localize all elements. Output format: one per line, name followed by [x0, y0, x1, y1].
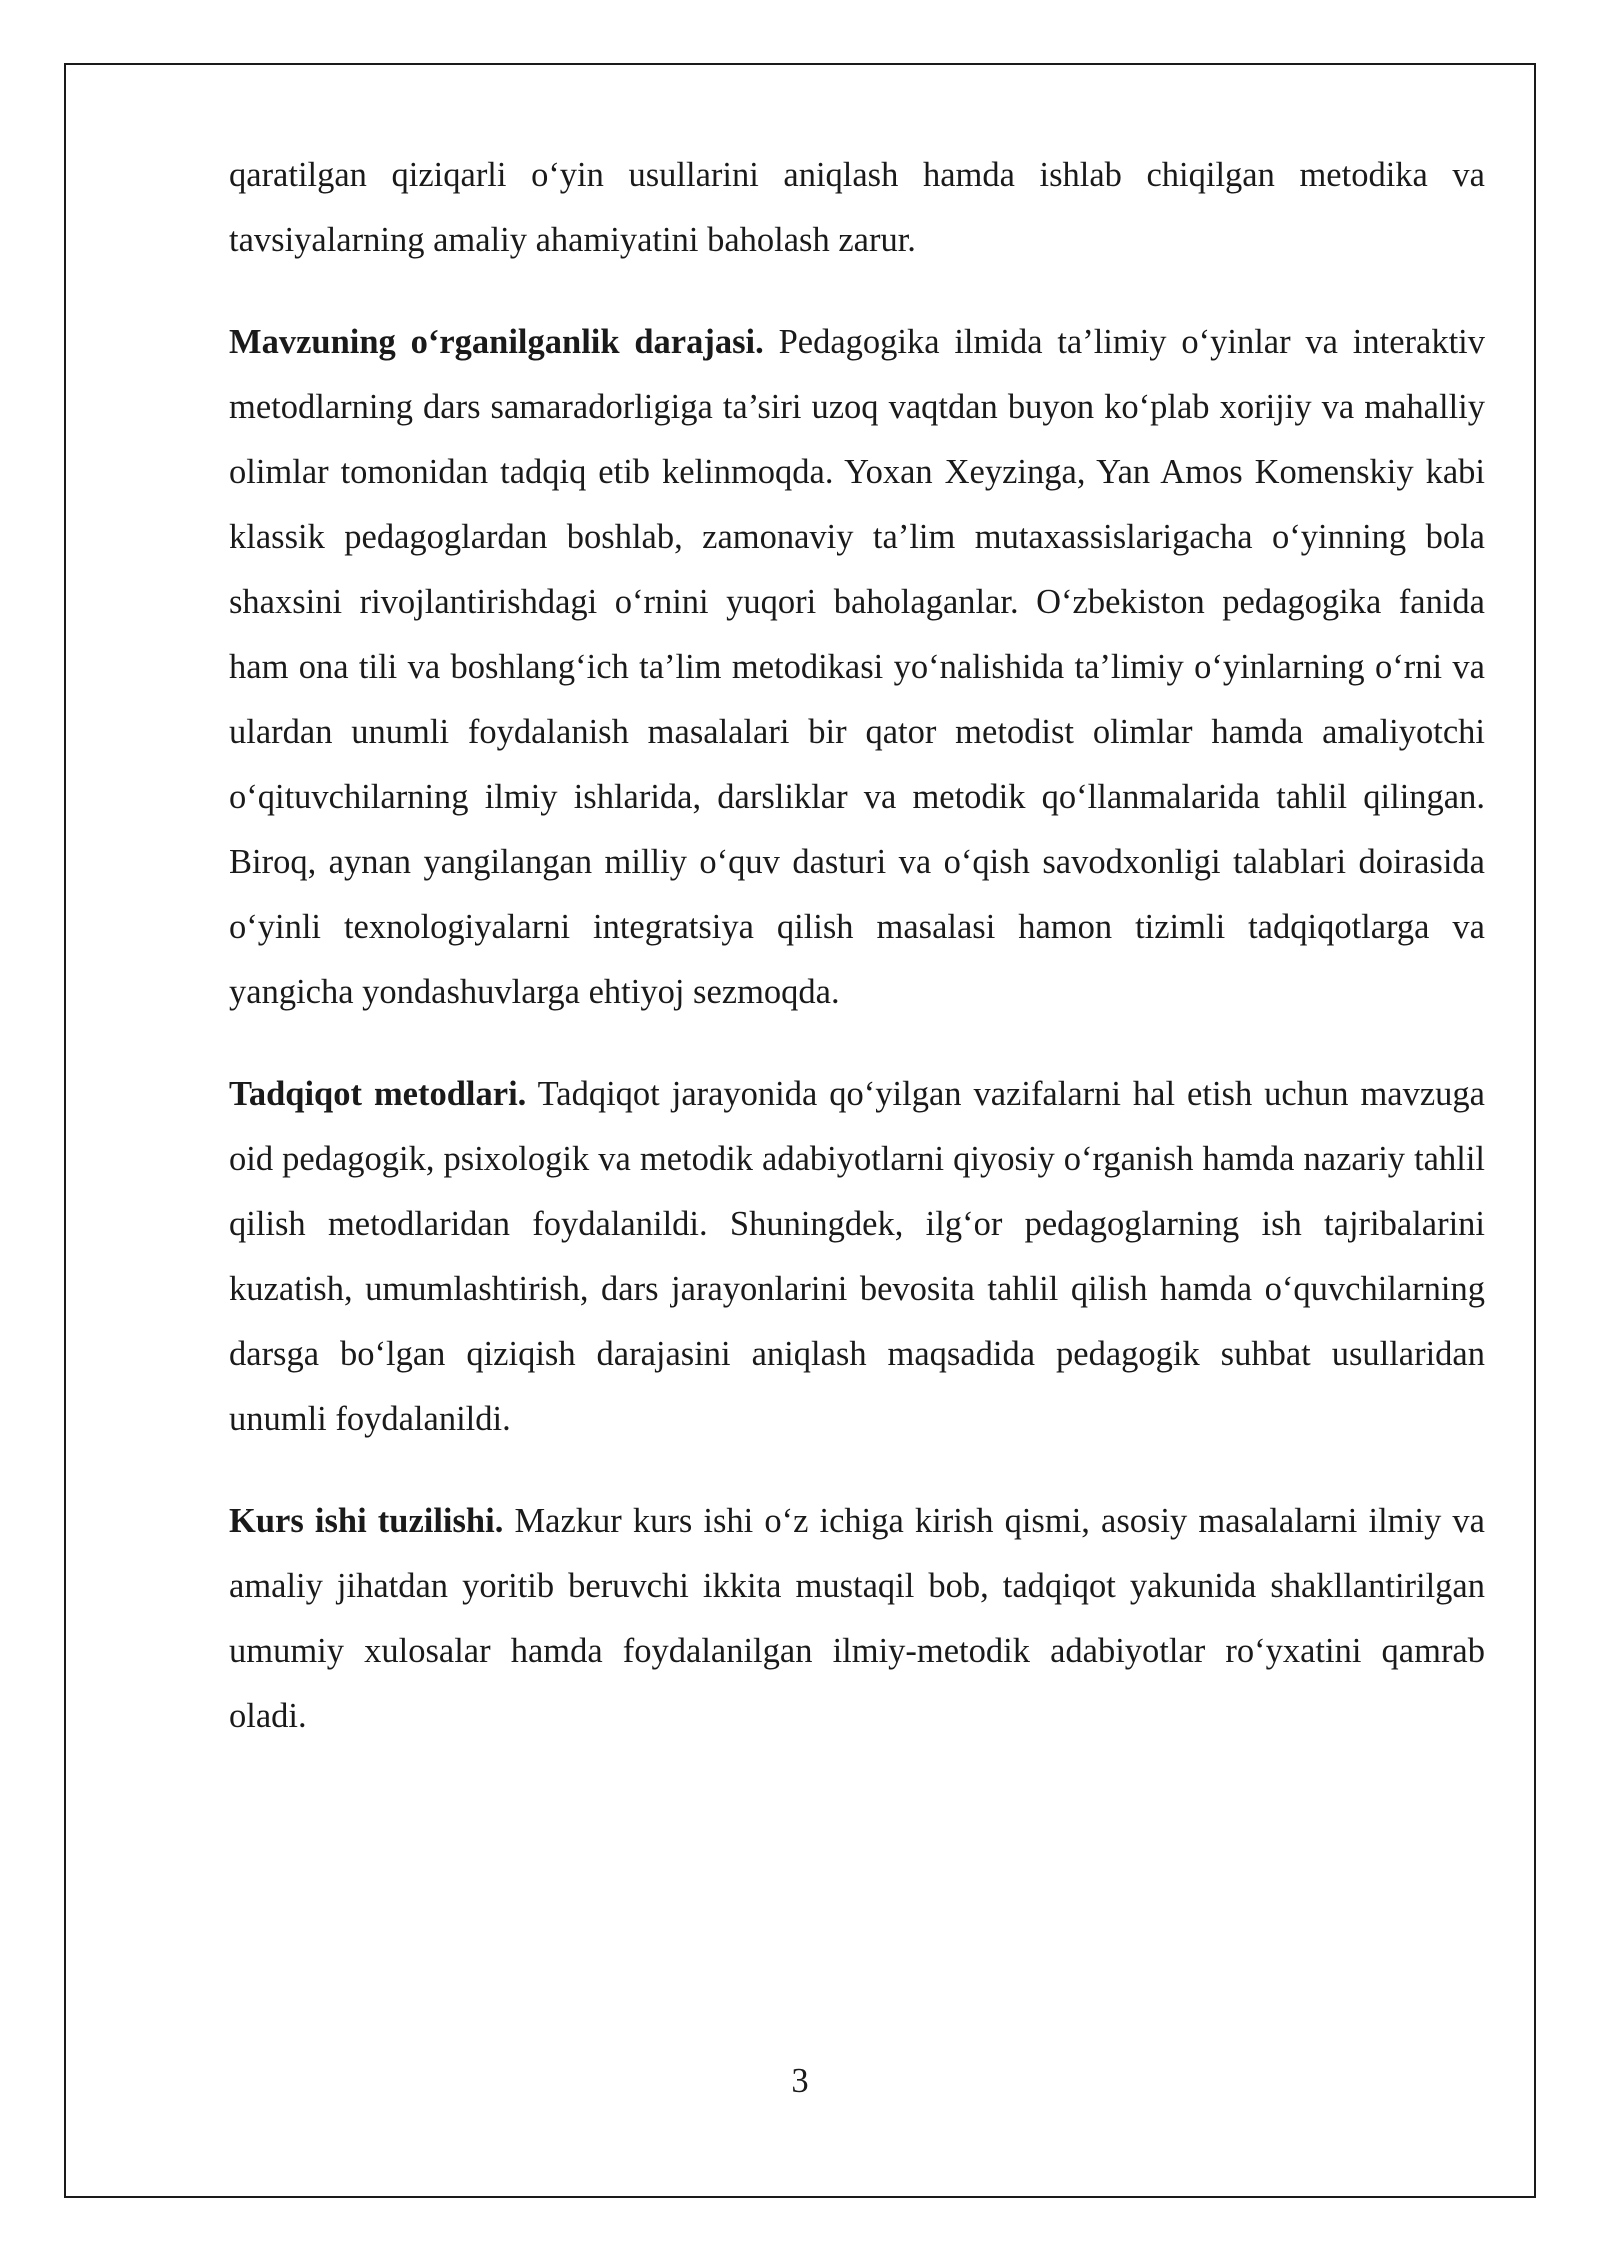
paragraph-text: Mazkur kurs ishi o‘z ichiga kirish qismi, asosiy masalalarni ilmiy va amaliy jihatdan yoritib beruvchi ikkita mustaqil bob, tadqiqot yakunida shakllantirilgan umumiy xulosalar hamda foydalanilgan ilmiy-metodik adabiyotlar ro‘yxatini qamrab oladi.	[229, 1502, 1485, 1735]
paragraph-heading-research-methods: Tadqiqot metodlari.	[229, 1075, 527, 1113]
paragraph-intro-continuation	[229, 143, 1485, 273]
document-body	[229, 143, 1485, 1749]
paragraph-heading-study-degree: Mavzuning o‘rganilganlik darajasi.	[229, 323, 764, 361]
paragraph-research-methods	[229, 1062, 1485, 1452]
paragraph-study-degree	[229, 310, 1485, 1025]
paragraph-structure	[229, 1489, 1485, 1749]
paragraph-text: Tadqiqot jarayonida qo‘yilgan vazifalarni hal etish uchun mavzuga oid pedagogik, psixologik va metodik adabiyotlarni qiyosiy o‘rganish hamda nazariy tahlil qilish metodlaridan foydalanildi. Shuningdek, ilg‘or pedagoglarning ish tajribalarini kuzatish, umumlashtirish, dars jarayonlarini bevosita tahlil qilish hamda o‘quvchilarning darsga bo‘lgan qiziqish darajasini aniqlash maqsadida pedagogik suhbat usullaridan unumli foydalanildi.	[229, 1075, 1485, 1438]
paragraph-text: Pedagogika ilmida ta’limiy o‘yinlar va interaktiv metodlarning dars samaradorligiga ta’siri uzoq vaqtdan buyon ko‘plab xorijiy va mahalliy olimlar tomonidan tadqiq etib kelinmoqda. Yoxan Xeyzinga, Yan Amos Komenskiy kabi klassik pedagoglardan boshlab, zamonaviy ta’lim mutaxassislarigacha o‘yinning bola shaxsini rivojlantirishdagi o‘rnini yuqori baholaganlar. O‘zbekiston pedagogika fanida ham ona tili va boshlang‘ich ta’lim metodikasi yo‘nalishida ta’limiy o‘yinlarning o‘rni va ulardan unumli foydalanish masalalari bir qator metodist olimlar hamda amaliyotchi o‘qituvchilarning ilmiy ishlarida, darsliklar va metodik qo‘llanmalarida tahlil qilingan. Biroq, aynan yangilangan milliy o‘quv dasturi va o‘qish savodxonligi talablari doirasida o‘yinli texnologiyalarni integratsiya qilish masalasi hamon tizimli tadqiqotlarga va yangicha yondashuvlarga ehtiyoj sezmoqda.	[229, 323, 1485, 1011]
paragraph-heading-structure: Kurs ishi tuzilishi.	[229, 1502, 504, 1540]
paragraph-text: qaratilgan qiziqarli o‘yin usullarini aniqlash hamda ishlab chiqilgan metodika va tavsiyalarning amaliy ahamiyatini baholash zarur.	[229, 156, 1485, 259]
page-number: 3	[791, 2062, 809, 2100]
